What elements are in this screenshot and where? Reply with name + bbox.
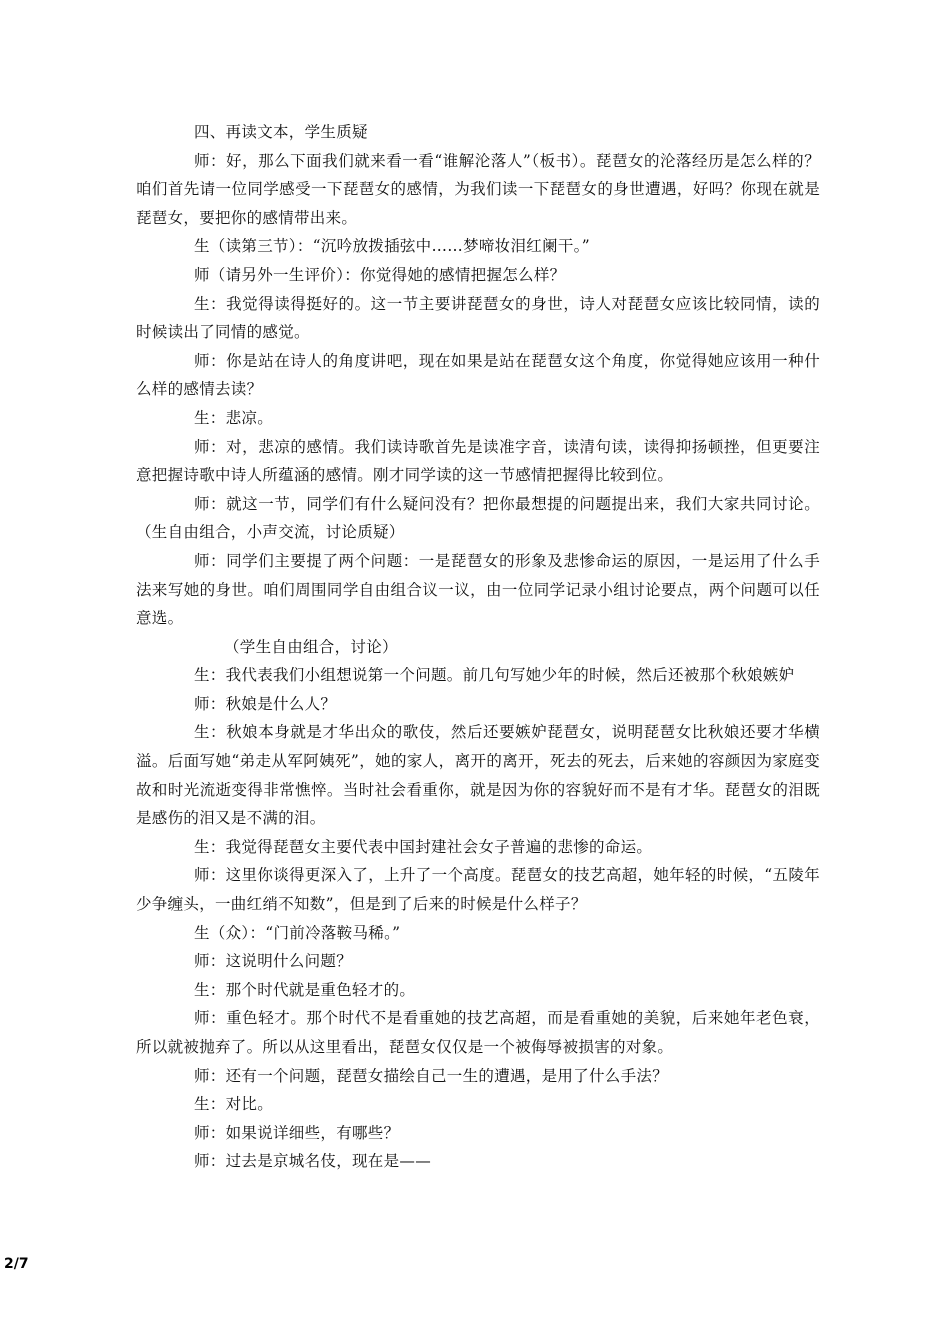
document-body (136, 118, 820, 1176)
paragraph: 生（读第三节）：“沉吟放拨插弦中……梦啼妆泪红阑干。” (194, 237, 590, 256)
paragraph: 师：就这一节，同学们有什么疑问没有？把你最想提的问题提出来，我们大家共同讨论。（生自由组合，小声交流，讨论质疑） (136, 494, 820, 542)
paragraph: 师：好，那么下面我们就来看一看“谁解沦落人”（板书）。琵琶女的沦落经历是怎么样的？咱们首先请一位同学感受一下琵琶女的感情，为我们读一下琵琶女的身世遭遇，好吗？你现在就是琵琶女，要把你的感情带出来。 (136, 151, 820, 227)
page-number: 2/7 (4, 1256, 29, 1272)
stage-direction: （学生自由组合，讨论） (224, 637, 398, 656)
section-heading: 四、再读文本，学生质疑 (194, 123, 368, 141)
paragraph: 师：你是站在诗人的角度讲吧，现在如果是站在琵琶女这个角度，你觉得她应该用一种什么样的感情去读？ (136, 351, 820, 399)
paragraph: 师：过去是京城名伎，现在是—— (194, 1152, 432, 1171)
paragraph: 师：秋娘是什么人？ (194, 694, 337, 713)
paragraph: 生：我觉得琵琶女主要代表中国封建社会女子普遍的悲惨的命运。 (194, 837, 653, 856)
paragraph: 生：我代表我们小组想说第一个问题。前几句写她少年的时候，然后还被那个秋娘嫉妒 (194, 666, 795, 685)
paragraph: 生：悲凉。 (194, 408, 274, 427)
paragraph: 师：如果说详细些，有哪些？ (194, 1123, 400, 1142)
paragraph: 师：对，悲凉的感情。我们读诗歌首先是读准字音，读清句读，读得抑扬顿挫，但更要注意把握诗歌中诗人所蕴涵的感情。刚才同学读的这一节感情把握得比较到位。 (136, 437, 820, 485)
paragraph: 师：还有一个问题，琵琶女描绘自己一生的遭遇，是用了什么手法？ (194, 1066, 669, 1085)
paragraph: 生：那个时代就是重色轻才的。 (194, 980, 416, 999)
paragraph: 师：这说明什么问题？ (194, 952, 353, 971)
paragraph: 师：这里你谈得更深入了，上升了一个高度。琵琶女的技艺高超，她年轻的时候，“五陵年少争缠头，一曲红绡不知数”，但是到了后来的时候是什么样子？ (136, 866, 820, 914)
paragraph: 师（请另外一生评价）：你觉得她的感情把握怎么样？ (194, 265, 566, 284)
paragraph: 生：对比。 (194, 1095, 274, 1114)
paragraph: 生：秋娘本身就是才华出众的歌伎，然后还要嫉妒琵琶女，说明琵琶女比秋娘还要才华横溢。后面写她“弟走从军阿姨死”，她的家人，离开的离开，死去的死去，后来她的容颜因为家庭变故和时光流逝变得非常憔悴。当时社会看重你，就是因为你的容貌好而不是有才华。琵琶女的泪既是感伤的泪又是不满的泪。 (136, 723, 820, 828)
paragraph: 生：我觉得读得挺好的。这一节主要讲琵琶女的身世，诗人对琵琶女应该比较同情，读的时候读出了同情的感觉。 (136, 294, 820, 342)
paragraph: 师：同学们主要提了两个问题：一是琵琶女的形象及悲惨命运的原因，一是运用了什么手法来写她的身世。咱们周围同学自由组合议一议，由一位同学记录小组讨论要点，两个问题可以任意选。 (136, 551, 820, 628)
paragraph: 生（众）：“门前冷落鞍马稀。” (194, 923, 401, 942)
paragraph: 师：重色轻才。那个时代不是看重她的技艺高超，而是看重她的美貌，后来她年老色衰，所以就被抛弃了。所以从这里看出，琵琶女仅仅是一个被侮辱被损害的对象。 (136, 1009, 820, 1056)
